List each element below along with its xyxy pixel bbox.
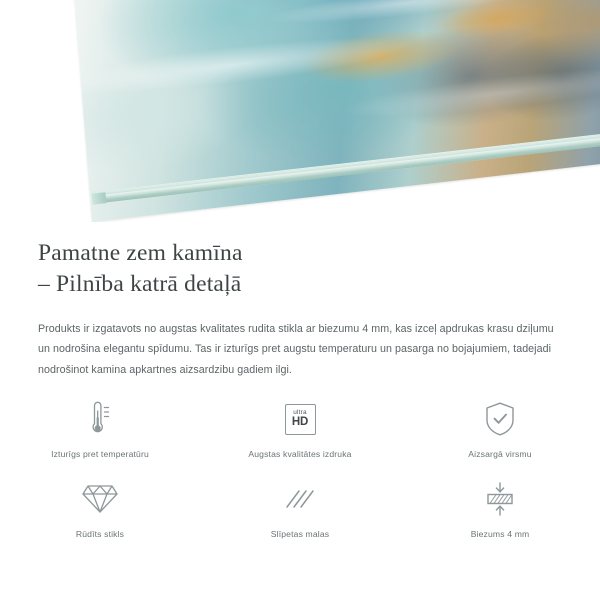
shield-check-icon xyxy=(484,398,516,440)
feature-item-temperature xyxy=(0,392,200,470)
feature-label: Rūdīts stikls xyxy=(75,529,125,539)
product-description-text: Produkts ir izgatavots no augstas kvalitates rudita stikla ar biezumu 4 mm, kas izceļ apdrukas krasu dziļumu un nodrošina elegantu spīdumu. Tas ir izturīgs pret augstu temperaturu un pasarga no bojajumiem, tadejadi nodrošinot kamina apkartnes aizsardzibu gadiem ilgi. xyxy=(38,322,554,377)
feature-label: Aizsargā virsmu xyxy=(468,449,532,459)
feature-item-tempered-glass xyxy=(0,472,200,550)
diamond-icon xyxy=(81,478,119,520)
feature-item-thickness xyxy=(400,472,600,550)
feature-label: Izturīgs pret temperatūru xyxy=(51,449,149,459)
diagonal-lines-icon xyxy=(283,478,317,520)
hero-image xyxy=(0,0,600,222)
glass-panel-left-edge xyxy=(91,192,106,205)
feature-label: Slīpetas malas xyxy=(270,529,330,539)
ultra-hd-badge-icon xyxy=(285,398,316,440)
feature-item-surface-protection xyxy=(400,392,600,470)
feature-item-polished-edges xyxy=(200,472,400,550)
feature-item-print-quality xyxy=(200,392,400,470)
page-title xyxy=(0,222,600,301)
thermometer-icon xyxy=(83,398,117,440)
sparkle-icon xyxy=(552,188,570,206)
thickness-arrows-icon xyxy=(483,478,517,520)
sparkle-icon xyxy=(519,172,549,202)
badge-top-text: ultra xyxy=(293,408,307,416)
badge-bottom-text: HD xyxy=(291,415,309,428)
feature-grid xyxy=(0,392,600,550)
text-content xyxy=(0,222,600,381)
feature-label: Augstas kvalitātes izdruka xyxy=(248,449,352,459)
feature-label: Biezums 4 mm xyxy=(470,529,530,539)
page-title-line-2: – Pilnība katrā detaļā xyxy=(38,271,242,298)
page-title-line-1: Pamatne zem kamīna xyxy=(38,240,243,266)
